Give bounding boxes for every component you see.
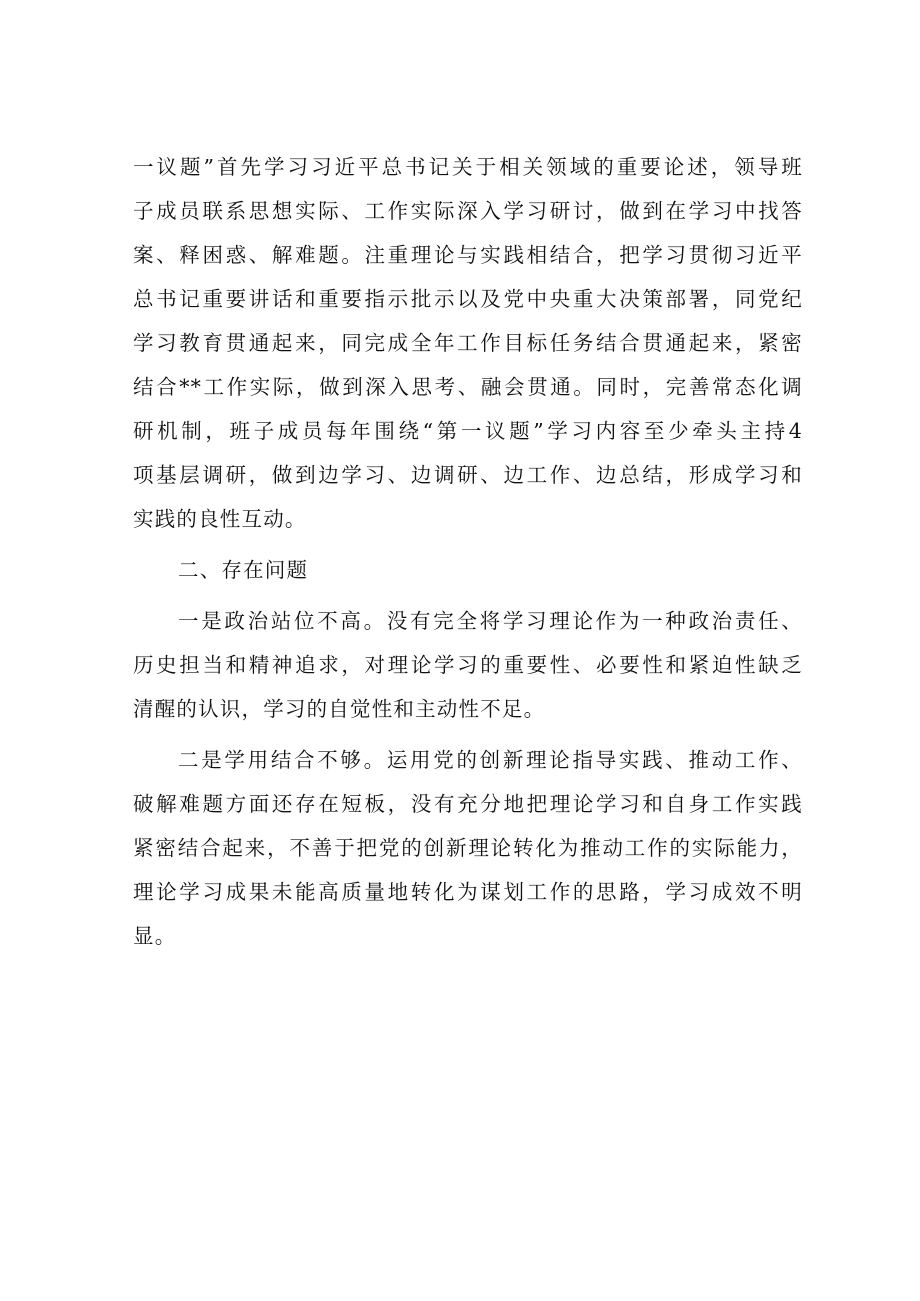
paragraph-line: 总书记重要讲话和重要指示批示以及党中央重大决策部署，同党纪 [133,287,803,311]
continuation-paragraph [133,145,803,541]
paragraph-spacer [133,541,803,548]
paragraph-line: 研机制，班子成员每年围绕“第一议题”学习内容至少牵头主持4 [133,419,803,443]
paragraph-line: 显。 [133,924,177,948]
paragraph-line: 破解难题方面还存在短板，没有充分地把理论学习和自身工作实践 [133,792,803,816]
problem-one-paragraph [133,599,803,731]
paragraph-line: 一议题”首先学习习近平总书记关于相关领域的重要论述，领导班 [133,155,803,179]
section-heading: 二、存在问题 [178,558,309,582]
paragraph-spacer [133,731,803,738]
paragraph-line: 历史担当和精神追求，对理论学习的重要性、必要性和紧迫性缺乏 [133,653,803,677]
paragraph-line: 项基层调研，做到边学习、边调研、边工作、边总结，形成学习和 [133,463,803,487]
paragraph-spacer [133,592,803,599]
paragraph-line: 清醒的认识，学习的自觉性和主动性不足。 [133,697,546,721]
document-body [133,145,803,958]
paragraph-line: 理论学习成果未能高质量地转化为谋划工作的思路，学习成效不明 [133,880,803,904]
paragraph-line: 二是学用结合不够。运用党的创新理论指导实践、推动工作、 [178,748,803,772]
paragraph-line: 案、释困惑、解难题。注重理论与实践相结合，把学习贯彻习近平 [133,243,803,267]
paragraph-line: 子成员联系思想实际、工作实际深入学习研讨，做到在学习中找答 [133,199,803,223]
paragraph-line: 实践的良性互动。 [133,507,307,531]
paragraph-line: 紧密结合起来，不善于把党的创新理论转化为推动工作的实际能力， [133,836,803,860]
problem-two-paragraph [133,738,803,958]
paragraph-line: 学习教育贯通起来，同完成全年工作目标任务结合贯通起来，紧密 [133,331,803,355]
paragraph-line: 一是政治站位不高。没有完全将学习理论作为一种政治责任、 [178,609,803,633]
paragraph-line: 结合**工作实际，做到深入思考、融会贯通。同时，完善常态化调 [133,375,803,399]
